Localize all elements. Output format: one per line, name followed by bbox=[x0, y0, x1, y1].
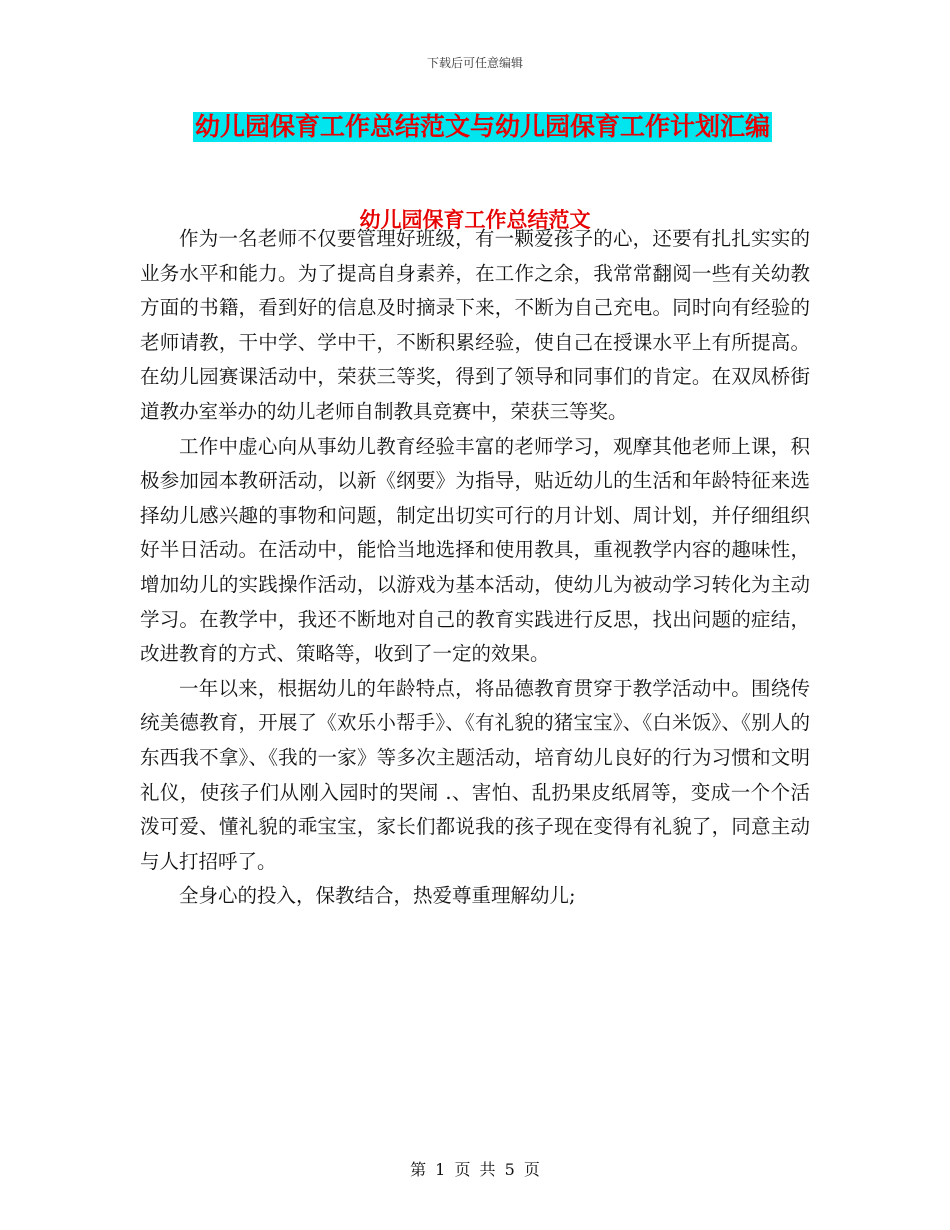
section-title: 幼儿园保育工作总结范文 bbox=[359, 208, 591, 232]
document-body bbox=[140, 222, 810, 914]
paragraph-2: 工作中虚心向从事幼儿教育经验丰富的老师学习，观摩其他老师上课，积极参加园本教研活动，以新《纲要》为指导，贴近幼儿的生活和年龄特征来选择幼儿感兴趣的事物和问题，制定出切实可行的月计划、周计划，并仔细组织好半日活动。在活动中，能恰当地选择和使用教具，重视教学内容的趣味性，增加幼儿的实践操作活动，以游戏为基本活动，使幼儿为被动学习转化为主动学习。在教学中，我还不断地对自己的教育实践进行反思，找出问题的症结，改进教育的方式、策略等，收到了一定的效果。 bbox=[140, 434, 810, 666]
document-title: 幼儿园保育工作总结范文与幼儿园保育工作计划汇编 bbox=[195, 112, 771, 141]
paragraph-4: 全身心的投入，保教结合，热爱尊重理解幼儿; bbox=[179, 884, 576, 908]
paragraph-1: 作为一名老师不仅要管理好班级，有一颗爱孩子的心，还要有扎扎实实的业务水平和能力。为了提高自身素养，在工作之余，我常常翻阅一些有关幼教方面的书籍，看到好的信息及时摘录下来，不断为自己充电。同时向有经验的老师请教，干中学、学中干，不断积累经验，使自己在授课水平上有所提高。在幼儿园赛课活动中，荣获三等奖，得到了领导和同事们的肯定。在双凤桥街道教办室举办的幼儿老师自制教具竞赛中，荣获三等奖。 bbox=[140, 227, 810, 423]
paragraph-3: 一年以来，根据幼儿的年龄特点，将品德教育贯穿于教学活动中。围绕传统美德教育，开展了《欢乐小帮手》、《有礼貌的猪宝宝》、《白米饭》、《别人的东西我不拿》、《我的一家》等多次主题活动，培育幼儿良好的行为习惯和文明礼仪，使孩子们从刚入园时的哭闹 .、害怕、乱扔果皮纸屑等，变成一个个活泼可爱、懂礼貌的乖宝宝，家长们都说我的孩子现在变得有礼貌了，同意主动与人打招呼了。 bbox=[140, 676, 810, 873]
page-footer: 第 1 页 共 5 页 bbox=[410, 1160, 540, 1179]
header-note: 下载后可任意编辑 bbox=[426, 56, 523, 70]
